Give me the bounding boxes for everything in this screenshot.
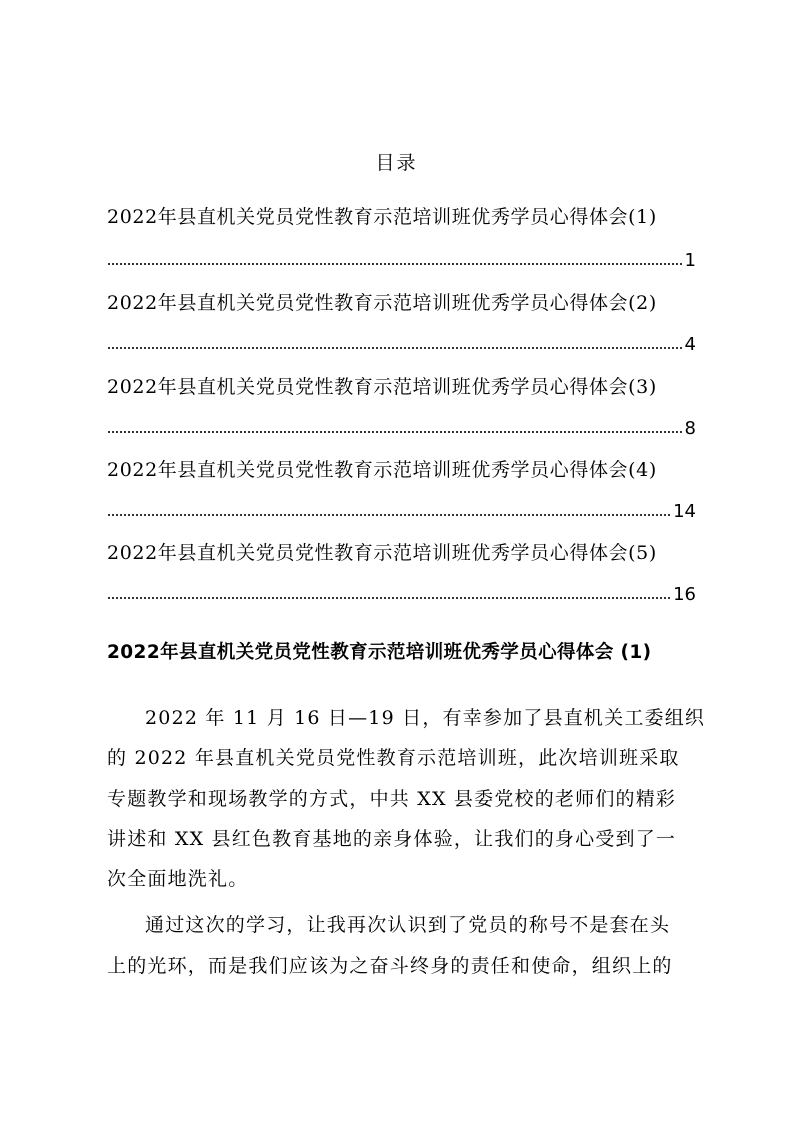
- toc-entry-leader[interactable]: [107, 332, 696, 358]
- toc-entry-title[interactable]: 2022年县直机关党员党性教育示范培训班优秀学员心得体会(2): [107, 292, 657, 314]
- paragraph-line: 通过这次的学习，让我再次认识到了党员的称号不是套在头: [145, 914, 671, 936]
- toc-page-number: 14: [673, 501, 696, 522]
- toc-heading: 目录: [375, 152, 418, 174]
- dot-leader: [107, 429, 683, 435]
- paragraph-line: 上的光环，而是我们应该为之奋斗终身的责任和使命，组织上的: [107, 955, 673, 977]
- toc-entry-title[interactable]: 2022年县直机关党员党性教育示范培训班优秀学员心得体会(1): [107, 206, 657, 228]
- toc-entry-title[interactable]: 2022年县直机关党员党性教育示范培训班优秀学员心得体会(4): [107, 459, 657, 481]
- dot-leader: [107, 345, 683, 351]
- toc-page-number: 1: [684, 250, 696, 271]
- toc-page-number: 8: [684, 418, 696, 439]
- paragraph-line: 讲述和 XX 县红色教育基地的亲身体验，让我们的身心受到了一: [107, 828, 677, 850]
- toc-entry-leader[interactable]: [107, 416, 696, 442]
- toc-entry-title[interactable]: 2022年县直机关党员党性教育示范培训班优秀学员心得体会(3): [107, 376, 657, 398]
- dot-leader: [107, 261, 683, 267]
- toc-entry-leader[interactable]: [107, 499, 696, 525]
- paragraph-line: 的 2022 年县直机关党员党性教育示范培训班，此次培训班采取: [107, 747, 680, 769]
- toc-entry-leader[interactable]: [107, 582, 696, 608]
- toc-entry-leader[interactable]: [107, 248, 696, 274]
- paragraph-line: 次全面地洗礼。: [107, 868, 249, 890]
- toc-page-number: 16: [673, 584, 696, 605]
- dot-leader: [107, 512, 671, 518]
- article-heading: 2022年县直机关党员党性教育示范培训班优秀学员心得体会 (1): [107, 642, 652, 663]
- dot-leader: [107, 595, 671, 601]
- toc-page-number: 4: [684, 334, 696, 355]
- paragraph-line: 2022 年 11 月 16 日—19 日，有幸参加了县直机关工委组织: [145, 707, 706, 729]
- paragraph-line: 专题教学和现场教学的方式，中共 XX 县委党校的老师们的精彩: [107, 788, 677, 810]
- toc-entry-title[interactable]: 2022年县直机关党员党性教育示范培训班优秀学员心得体会(5): [107, 542, 657, 564]
